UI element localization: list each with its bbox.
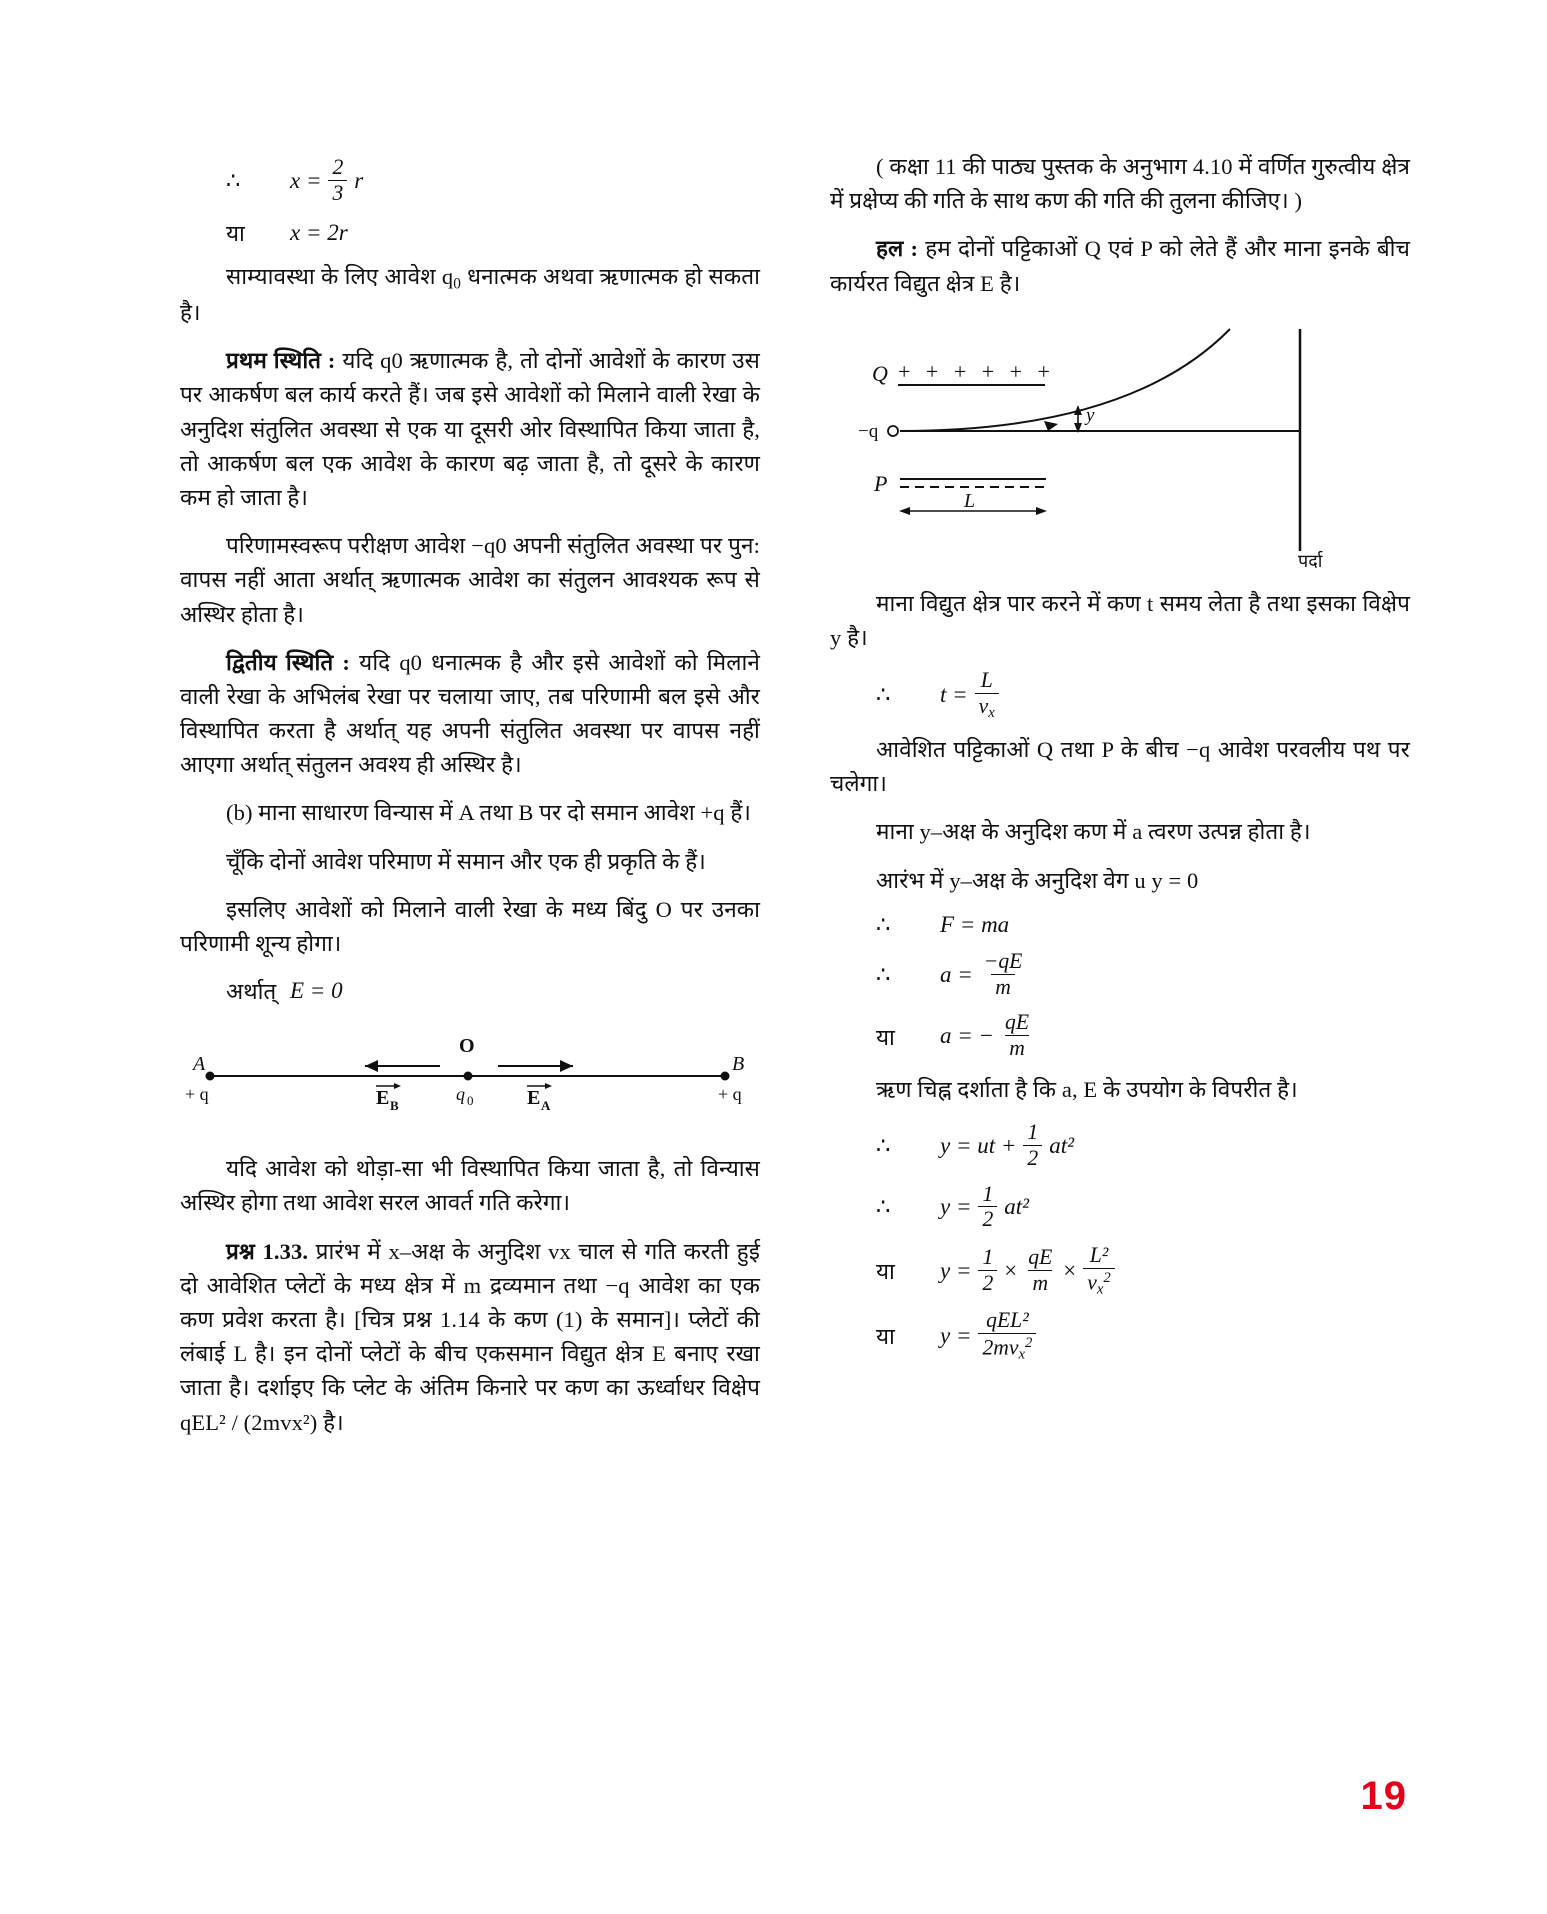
equation-lead-that-is: अर्थात् xyxy=(226,979,277,1005)
fraction-denominator xyxy=(978,1333,1036,1363)
fraction-denominator: 3 xyxy=(328,180,347,206)
equation-a-equals-minus-qE-over-m xyxy=(830,950,1410,999)
paragraph-unstable-shm: यदि आवेश को थोड़ा-सा भी विस्थापित किया जाता है, तो विन्यास अस्थिर होगा तथा आवेश सरल आवर्त गति करेगा। xyxy=(180,1156,760,1216)
fraction-qE-over-m xyxy=(1024,1246,1056,1295)
equation-tail: at² xyxy=(1049,1132,1074,1158)
fraction-half xyxy=(978,1246,997,1295)
equation-y-expanded xyxy=(830,1244,1410,1297)
fraction xyxy=(978,1183,997,1232)
fraction-denominator: m xyxy=(1005,1035,1029,1061)
equation-lead-therefore: ∴ xyxy=(876,961,891,987)
equation-lead-or: या xyxy=(876,1024,895,1050)
plates-deflection-diagram xyxy=(830,319,1410,569)
equation-expression: x = 2r xyxy=(290,219,348,245)
svg-text:−q: −q xyxy=(858,420,879,442)
equation-expression: E = 0 xyxy=(290,977,343,1003)
fraction-numerator: 1 xyxy=(982,1244,994,1269)
fraction-denominator: 2 xyxy=(978,1206,997,1232)
text-fragment: धनात्मक अथवा ऋणात्मक हो सकता है। xyxy=(180,264,760,326)
multiplication-sign: × xyxy=(1004,1257,1018,1283)
paragraph-equilibrium-charge xyxy=(180,260,760,330)
paragraph-time-and-deflection: माना विद्युत क्षेत्र पार करने में कण t समय लेता है तथा इसका विक्षेप y है। xyxy=(830,590,1410,650)
paragraph-same-nature: चूँकि दोनों आवेश परिमाण में समान और एक ही प्रकृति के हैं। xyxy=(226,848,706,874)
denominator-subscript: x xyxy=(1096,1281,1104,1298)
paragraph-midpoint-zero: इसलिए आवेशों को मिलाने वाली रेखा के मध्य बिंदु O पर उनका परिणामी शून्य होगा। xyxy=(180,896,760,957)
equation-lead-therefore: ∴ xyxy=(876,1194,891,1220)
equation-lhs: y = xyxy=(940,1322,972,1348)
equation-expression xyxy=(940,669,1002,721)
right-column xyxy=(830,150,1410,1375)
fraction-numerator: −qE xyxy=(983,948,1023,973)
equation-lhs: y = xyxy=(940,1257,972,1283)
paragraph-compare-note: ( कक्षा 11 की पाठ्य पुस्तक के अनुभाग 4.10 में वर्णित गुरुत्वीय क्षेत्र में प्रक्षेप्य की गति के साथ कण की गति की तुलना कीजिए। ) xyxy=(830,154,1410,214)
equation-expression xyxy=(290,156,363,205)
two-column-layout xyxy=(180,150,1427,1454)
equation-expression xyxy=(940,1309,1039,1362)
equation-y-half-at2 xyxy=(830,1183,1410,1232)
equation-expression xyxy=(940,1121,1074,1170)
denominator-symbol: v xyxy=(1087,1270,1097,1295)
equation-expression: F = ma xyxy=(940,911,1010,937)
equation-lhs: a = − xyxy=(940,1023,995,1049)
fraction-L2-over-vx2 xyxy=(1083,1244,1114,1297)
left-column xyxy=(180,150,760,1454)
two-charges-line-diagram xyxy=(180,1024,760,1134)
paragraph-question-1-33 xyxy=(180,1235,760,1440)
paragraph-part-b: (b) माना साधारण विन्यास में A तथा B पर दो समान आवेश +q हैं। xyxy=(226,800,752,826)
fraction-denominator: m xyxy=(991,974,1015,1000)
svg-text:q: q xyxy=(456,1084,465,1105)
fraction-denominator: 2 xyxy=(1023,1145,1042,1171)
equation-lead-therefore: ∴ xyxy=(876,911,891,937)
fraction-numerator: qE xyxy=(1028,1244,1053,1269)
figure-two-equal-charges xyxy=(180,1024,760,1134)
svg-text:A: A xyxy=(541,1098,551,1114)
equation-lead-or: या xyxy=(876,1259,895,1285)
fraction xyxy=(980,950,1027,999)
fraction-numerator: L xyxy=(980,668,993,693)
svg-text:A: A xyxy=(193,1053,206,1076)
svg-text:B: B xyxy=(390,1098,399,1114)
denominator-superscript: 2 xyxy=(1103,1269,1111,1286)
paragraph-first-case xyxy=(180,344,760,515)
text-body: यदि q0 धनात्मक है और इसे आवेशों को मिलाने वाली रेखा के अभिलंब रेखा पर चलाया जाए, तब परिणामी बल इसे और विस्थापित करता है अर्थात् यह अपनी संतुलित अवस्था पर वापस नहीं आएगा अर्थात् संतुलन अवश्य ही अस्थिर है। xyxy=(180,649,760,778)
svg-text:E: E xyxy=(376,1087,390,1110)
equation-tail: at² xyxy=(1004,1194,1030,1220)
subscript-zero: 0 xyxy=(453,275,461,293)
svg-text:y: y xyxy=(1086,404,1095,426)
denominator-symbol: v xyxy=(978,693,989,718)
equation-lead-therefore: ∴ xyxy=(876,682,891,708)
svg-text:Q: Q xyxy=(872,360,888,386)
equation-lhs: t = xyxy=(940,682,968,708)
multiplication-sign: × xyxy=(1063,1257,1077,1283)
svg-text:B: B xyxy=(732,1053,745,1076)
equation-x-two-thirds-r xyxy=(180,156,760,205)
fraction-denominator xyxy=(975,693,999,721)
equation-lead-therefore: ∴ xyxy=(876,1132,891,1158)
equation-a-equals-minus-qE-over-m-alt xyxy=(830,1011,1410,1060)
equation-t-equals-L-over-vx xyxy=(830,669,1410,721)
svg-text:L: L xyxy=(964,489,976,512)
svg-text:पर्दा: पर्दा xyxy=(1298,550,1323,569)
fraction-denominator: 2 xyxy=(978,1270,997,1296)
svg-text:P: P xyxy=(874,470,888,496)
equation-expression xyxy=(940,950,1029,999)
fraction-denominator xyxy=(1083,1268,1114,1298)
question-number: प्रश्न 1.33. xyxy=(226,1238,309,1264)
paragraph-acceleration-y-axis: माना y–अक्ष के अनुदिश कण में a त्वरण उत्पन्न होता है। xyxy=(876,819,1311,845)
svg-text:+ + + + + +: + + + + + + xyxy=(898,358,1055,384)
fraction-numerator: 1 xyxy=(982,1181,994,1206)
fraction-denominator: m xyxy=(1028,1270,1052,1296)
fraction xyxy=(1001,1011,1033,1060)
question-text: प्रारंभ में x–अक्ष के अनुदिश vx चाल से गति करती हुई दो आवेशित प्लेटों के मध्य क्षेत्र में m द्रव्यमान तथा −q आवेश का एक कण प्रवेश करता है। [चित्र प्रश्न 1.14 के कण (1) के समान]। प्लेटों की लंबाई L है। इन दोनों प्लेटों के बीच एकसमान विद्युत क्षेत्र E बनाए रखा जाता है। दर्शाइए कि प्लेट के अंतिम किनारे पर कण का ऊर्ध्वाधर विक्षेप qEL² / (2mvx²) है। xyxy=(180,1238,760,1435)
equation-lhs: y = ut + xyxy=(940,1132,1017,1158)
paragraph-second-case xyxy=(180,646,760,783)
fraction xyxy=(978,1309,1036,1362)
svg-text:0: 0 xyxy=(467,1093,474,1109)
fraction-numerator: L² xyxy=(1089,1242,1109,1267)
equation-y-ut-plus-half-at2 xyxy=(830,1121,1410,1170)
equation-lhs: x = xyxy=(290,167,322,193)
equation-lhs: a = xyxy=(940,961,973,987)
svg-text:E: E xyxy=(527,1087,541,1110)
denominator-subscript: x xyxy=(1018,1346,1026,1363)
svg-text:O: O xyxy=(459,1035,475,1058)
heading-second-case: द्वितीय स्थिति : xyxy=(226,649,351,675)
equation-expression xyxy=(940,1011,1036,1060)
text-fragment: साम्यावस्था के लिए आवेश q xyxy=(226,264,454,290)
figure-charged-plates xyxy=(830,319,1410,569)
page-number: 19 xyxy=(1360,1774,1407,1818)
fraction-numerator: 2 xyxy=(332,155,344,179)
paragraph-parabolic-path: आवेशित पट्टिकाओं Q तथा P के बीच −q आवेश परवलीय पथ पर चलेगा। xyxy=(830,737,1410,797)
denominator-superscript: 2 xyxy=(1025,1335,1033,1352)
equation-expression xyxy=(940,1244,1118,1297)
equation-F-equals-ma xyxy=(830,912,1410,938)
text-body: हम दोनों पट्टिकाओं Q एवं P को लेते हैं और माना इनके बीच कार्यरत विद्युत क्षेत्र E है। xyxy=(830,236,1410,296)
denominator-subscript: x xyxy=(988,704,995,721)
paragraph-negative-charge-unstable: परिणामस्वरूप परीक्षण आवेश −q0 अपनी संतुलित अवस्था पर पुन: वापस नहीं आता अर्थात् ऋणात्मक आवेश का संतुलन आवश्यक रूप से अस्थिर होता है। xyxy=(180,533,760,627)
equation-lead-or: या xyxy=(226,221,245,247)
equation-expression xyxy=(940,1183,1029,1232)
equation-lead-therefore: ∴ xyxy=(226,167,241,193)
heading-first-case: प्रथम स्थिति : xyxy=(226,348,336,374)
paragraph-solution-intro xyxy=(830,232,1410,300)
svg-text:+ q: + q xyxy=(185,1084,209,1105)
fraction-numerator: qE xyxy=(1005,1010,1030,1035)
equation-x-equals-2r xyxy=(180,217,760,248)
equation-lead-or: या xyxy=(876,1324,895,1350)
paragraph-negative-sign-meaning: ऋण चिह्न दर्शाता है कि a, E के उपयोग के विपरीत है। xyxy=(876,1076,1298,1102)
fraction xyxy=(975,669,999,721)
svg-text:+ q: + q xyxy=(718,1084,742,1105)
fraction xyxy=(1023,1121,1042,1170)
equation-lhs: y = xyxy=(940,1194,972,1220)
denominator-symbol: 2mv xyxy=(982,1335,1019,1360)
text-body: यदि q0 ऋणात्मक है, तो दोनों आवेशों के कारण उस पर आकर्षण बल कार्य करते हैं। जब इसे आवेशों को मिलाने वाली रेखा के अनुदिश संतुलित अवस्था से एक या दूसरी ओर विस्थापित किया जाता है, तो आकर्षण बल एक आवेश के कारण बढ़ जाता है, तो दूसरे के कारण कम हो जाता है। xyxy=(180,348,760,510)
fraction-numerator: 1 xyxy=(1027,1120,1039,1145)
solution-label: हल : xyxy=(876,236,919,262)
equation-final-result xyxy=(830,1309,1410,1362)
equation-E-equals-zero xyxy=(180,975,760,1006)
fraction xyxy=(328,156,347,205)
equation-tail: r xyxy=(354,167,364,193)
fraction-numerator: qEL² xyxy=(986,1308,1029,1333)
paragraph-initial-velocity: आरंभ में y–अक्ष के अनुदिश वेग u y = 0 xyxy=(876,867,1199,893)
